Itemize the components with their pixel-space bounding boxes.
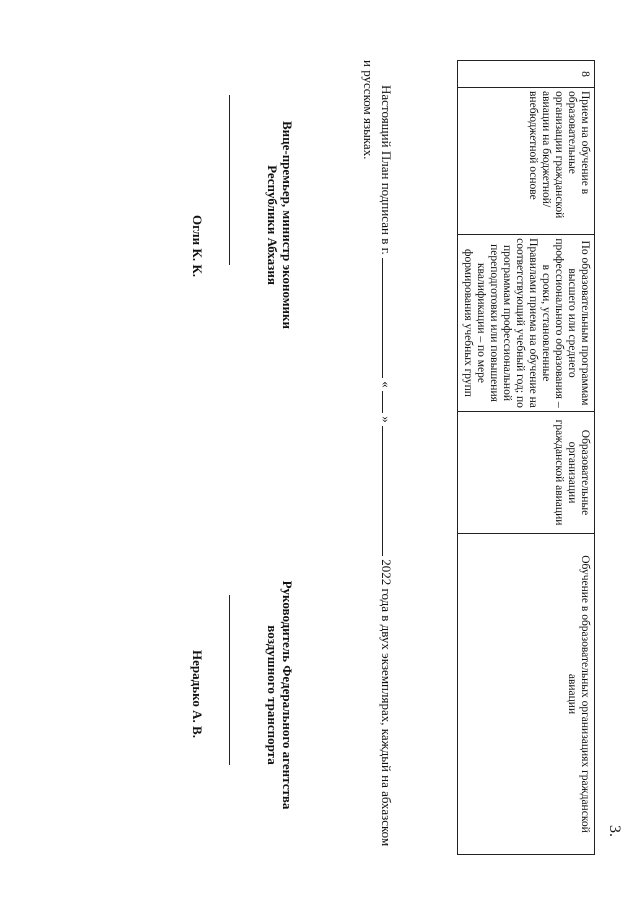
right-signature-line xyxy=(229,595,230,765)
signed-text-part4: 2022 года в двух экземплярах, каждый на абхазском и русском языках. xyxy=(361,60,394,847)
row-term: По образовательным программам высшего или среднего профессионального образования – в сроки, установленные Правилами приема на обучение на соответствующий учебный год; по программам профессиональной переподготовки или повышения квалификации – по мере формирования учебных групп xyxy=(458,235,595,412)
day-blank xyxy=(382,391,395,413)
month-blank xyxy=(382,426,395,556)
row-executor: Образовательные организации гражданской авиации xyxy=(458,412,595,534)
row-result: Обучение в образовательных организациях гражданской авиации xyxy=(458,534,595,855)
page-number: 3. xyxy=(606,825,623,837)
signed-text-part3: » xyxy=(379,416,394,423)
left-signatory-title: Вице-премьер, министр экономики Республики Абхазия xyxy=(265,120,295,330)
city-blank xyxy=(382,258,395,378)
plan-table xyxy=(457,60,595,855)
row-event: Прием на обучение в образовательные организации гражданской авиации на бюджетной/внебюджетной основе xyxy=(458,88,595,235)
right-signatory-title: Руководитель Федерального агентства воздушного транспорта xyxy=(265,580,295,810)
signed-text-part1: Настоящий План подписан в г. xyxy=(379,85,394,255)
left-signature-line xyxy=(229,95,230,265)
left-signatory-name: Огли К. К. xyxy=(190,215,205,277)
rotated-content xyxy=(35,35,625,875)
signed-text-part2: « xyxy=(379,381,394,388)
right-signatory-name: Нерадько А. В. xyxy=(190,650,205,738)
row-number: 8 xyxy=(458,61,595,88)
table-row xyxy=(458,61,595,855)
signing-statement xyxy=(359,60,395,850)
